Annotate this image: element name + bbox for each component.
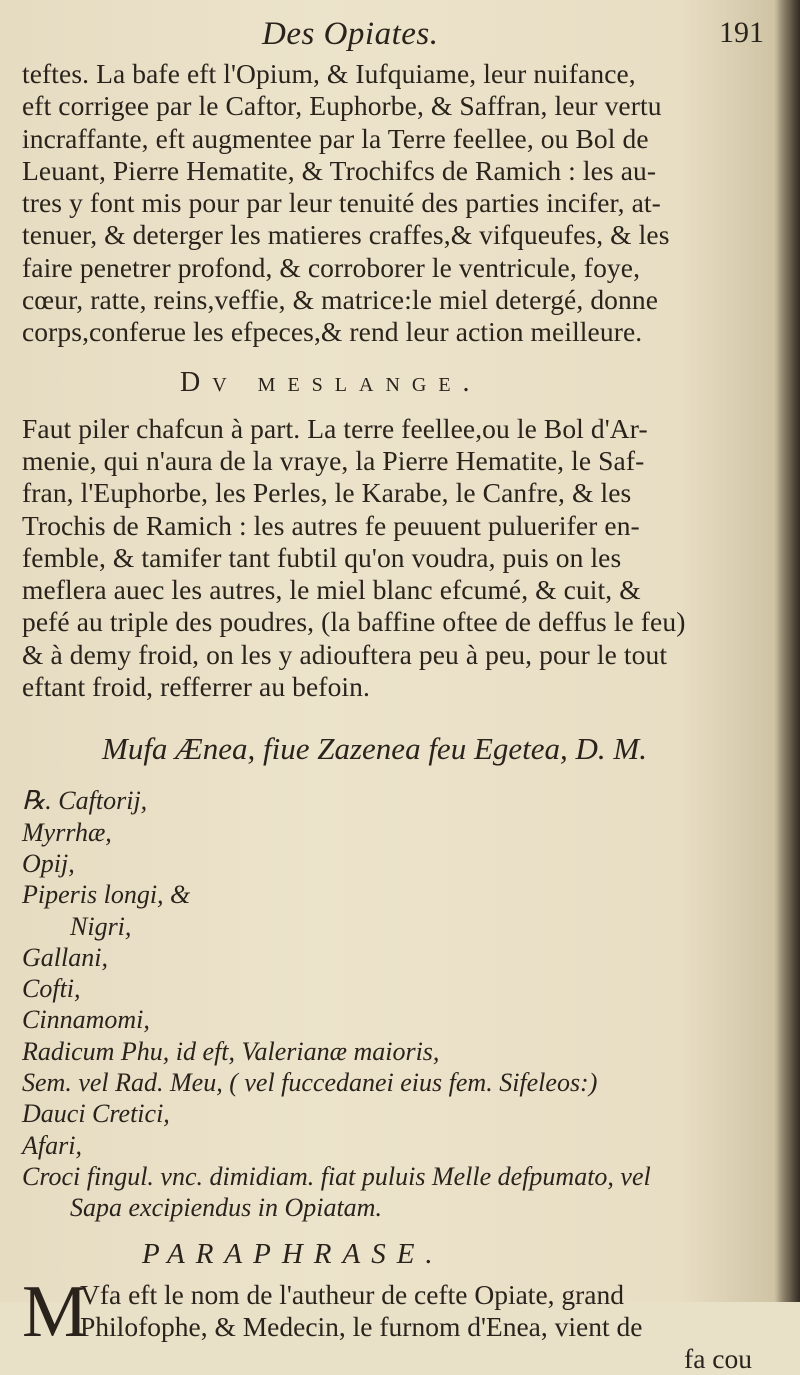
page-content: [22, 14, 772, 1375]
catchword: fa cou: [22, 1343, 772, 1375]
page-number: 191: [719, 16, 764, 50]
recipe-line: Opij,: [22, 848, 772, 879]
text-line: Philofophe, & Medecin, le furnom d'Enea, vient de: [22, 1311, 772, 1343]
recipe-line: Dauci Cretici,: [22, 1098, 772, 1129]
section-heading-meslange: Dv meslange.: [180, 367, 772, 399]
recipe-line: ℞. Caftorij,: [22, 785, 772, 816]
text-line: & à demy froid, on les y adiouftera peu à peu, pour le tout: [22, 639, 772, 671]
text-line: cœur, ratte, reins,veffie, & matrice:le miel detergé, donne: [22, 284, 772, 316]
section-heading-paraphrase: PARAPHRASE.: [142, 1238, 772, 1271]
recipe-line: Sem. vel Rad. Meu, ( vel fuccedanei eius fem. Sifeleos:): [22, 1067, 772, 1098]
running-title: Des Opiates.: [262, 16, 438, 53]
text-line: teftes. La bafe eft l'Opium, & Iufquiame, leur nuifance,: [22, 58, 772, 90]
text-line: pefé au triple des poudres, (la baffine oftee de deffus le feu): [22, 606, 772, 638]
text-line: incraffante, eft augmentee par la Terre feellee, ou Bol de: [22, 123, 772, 155]
drop-capital: M: [22, 1277, 88, 1347]
paragraph-preparation: [22, 413, 772, 704]
recipe-line: Afari,: [22, 1130, 772, 1161]
text-line: corps,conferue les efpeces,& rend leur action meilleure.: [22, 316, 772, 348]
text-line: menie, qui n'aura de la vraye, la Pierre Hematite, le Saf-: [22, 445, 772, 477]
page-edge-shadow: [774, 0, 800, 1302]
text-line: eftant froid, refferrer au befoin.: [22, 671, 772, 703]
recipe-line: Myrrhæ,: [22, 817, 772, 848]
recipe-title: Mufa Ænea, fiue Zazenea feu Egetea, D. M.: [102, 731, 772, 767]
text-line: fran, l'Euphorbe, les Perles, le Karabe, le Canfre, & les: [22, 477, 772, 509]
recipe-line: Sapa excipiendus in Opiatam.: [22, 1192, 772, 1223]
running-head: [22, 14, 772, 58]
recipe-line: Gallani,: [22, 942, 772, 973]
text-line: meflera auec les autres, le miel blanc efcumé, & cuit, &: [22, 574, 772, 606]
text-line: faire penetrer profond, & corroborer le ventricule, foye,: [22, 252, 772, 284]
text-line: Trochis de Ramich : les autres fe peuuent puluerifer en-: [22, 510, 772, 542]
recipe-line: Cofti,: [22, 973, 772, 1004]
text-line: tenuer, & deterger les matieres craffes,& vifqueufes, & les: [22, 219, 772, 251]
text-line: Faut piler chafcun à part. La terre feellee,ou le Bol d'Ar-: [22, 413, 772, 445]
text-line: Leuant, Pierre Hematite, & Trochifcs de Ramich : les au-: [22, 155, 772, 187]
recipe-line: Nigri,: [22, 911, 772, 942]
text-line: femble, & tamifer tant fubtil qu'on voudra, puis on les: [22, 542, 772, 574]
text-line: Vfa eft le nom de l'autheur de cefte Opiate, grand: [22, 1279, 772, 1311]
recipe-line: Radicum Phu, id eft, Valerianæ maioris,: [22, 1036, 772, 1067]
paragraph-ingredients-purpose: [22, 58, 772, 349]
text-line: eft corrigee par le Caftor, Euphorbe, & Saffran, leur vertu: [22, 90, 772, 122]
text-line: tres y font mis pour par leur tenuité des parties incifer, at-: [22, 187, 772, 219]
recipe-list: [22, 785, 772, 1223]
recipe-line: Croci fingul. vnc. dimidiam. fiat puluis Melle defpumato, vel: [22, 1161, 772, 1192]
paraphrase-paragraph: [22, 1279, 772, 1375]
recipe-line: Cinnamomi,: [22, 1004, 772, 1035]
recipe-line: Piperis longi, &: [22, 879, 772, 910]
